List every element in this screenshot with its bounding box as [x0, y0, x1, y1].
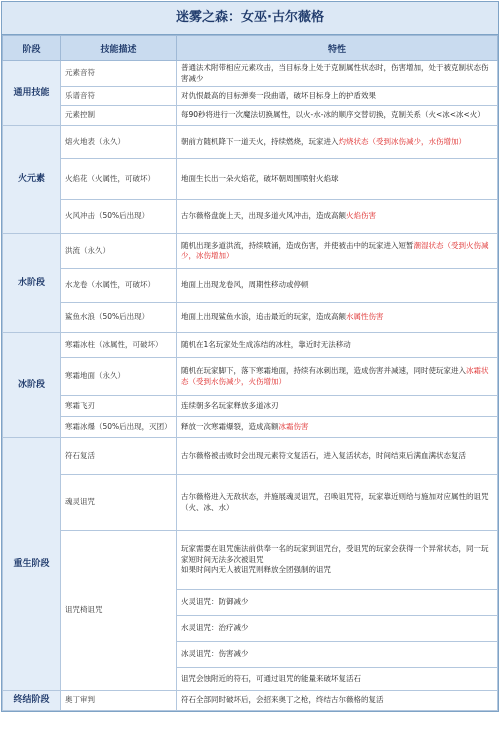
- feature-text: 每90秒将进行一次魔法切换属性，以火-水-冰的顺序交替切换，克制关系（火<冰<冰<火）: [181, 110, 485, 120]
- table-row: [3, 333, 498, 358]
- skill-cell: 元素控制: [61, 106, 177, 126]
- table-row: [3, 475, 498, 531]
- skill-cell: 寒霜冰爆（50%后出现，灭团）: [61, 417, 177, 438]
- feature-text: 水灵诅咒：治疗减少: [181, 623, 249, 633]
- feature-text: 古尔薇格进入无敌状态，并施展魂灵诅咒，召唤诅咒符，玩家靠近则给与施加对应属性的诅咒（火、冰、水）: [181, 492, 489, 512]
- header-row: [3, 36, 498, 61]
- feature-text: 古尔薇格被击败时会出现元素符文复活石，进入复活状态，时间结束后满血满状态复活: [181, 450, 466, 460]
- feature-cell: [177, 475, 498, 531]
- feature-cell: [177, 303, 498, 333]
- table-row: [3, 396, 498, 417]
- stage-cell: 重生阶段: [3, 438, 61, 691]
- table-row: [3, 358, 498, 396]
- table-row: [3, 531, 498, 590]
- feature-cell: [177, 126, 498, 159]
- table-row: [3, 159, 498, 200]
- table-row: [3, 106, 498, 126]
- header-skill: 技能描述: [61, 36, 177, 61]
- stage-cell: 冰阶段: [3, 333, 61, 438]
- table-row: [3, 200, 498, 234]
- stage-cell: 水阶段: [3, 234, 61, 333]
- highlight-text: 灼烧状态（受到冰伤减少，水伤增加）: [338, 136, 466, 146]
- feature-text: 随机在玩家脚下，落下寒霜地面，持续有冰刺出现，造成伤害并减速，同时使玩家进入: [181, 366, 466, 375]
- feature-text: 冰灵诅咒：伤害减少: [181, 649, 249, 659]
- skill-cell: 符石复活: [61, 438, 177, 475]
- feature-text: 古尔薇格盘旋上天，出现多道火风冲击，造成高额: [181, 211, 346, 221]
- feature-cell: [177, 438, 498, 475]
- feature-text: 普通法术附带相应元素攻击，当目标身上处于克制属性状态时，伤害增加，处于被克制状态伤害减少: [181, 63, 489, 83]
- feature-cell: [177, 106, 498, 126]
- header-stage: 阶段: [3, 36, 61, 61]
- skill-cell: 乐谱音符: [61, 87, 177, 106]
- skill-cell: 元素音符: [61, 61, 177, 87]
- feature-text: 随机在1名玩家处生成冻结的冰柱，靠近时无法移动: [181, 339, 351, 349]
- feature-cell: [177, 616, 498, 642]
- feature-cell: [177, 417, 498, 438]
- table-row: [3, 61, 498, 87]
- feature-text: 对仇恨最高的目标弹奏一段曲谱，破坏目标身上的护盾效果: [181, 90, 376, 100]
- feature-text: 火灵诅咒：防御减少: [181, 597, 249, 607]
- feature-text: 随机出现多道洪流，持续喷涌，造成伤害，并使被击中的玩家进入短暂: [181, 240, 414, 250]
- skill-cell: 寒霜地面（永久）: [61, 358, 177, 396]
- feature-cell: [177, 590, 498, 616]
- table-row: [3, 691, 498, 711]
- table-row: [3, 87, 498, 106]
- table-row: [3, 126, 498, 159]
- table-row: [3, 438, 498, 475]
- highlight-text: 冰霜伤害: [278, 421, 309, 431]
- stage-cell: 终结阶段: [3, 691, 61, 711]
- feature-cell: [177, 668, 498, 691]
- feature-text: 释放一次寒霜爆裂，造成高额: [181, 421, 279, 431]
- skill-cell: 诅咒椅诅咒: [61, 531, 177, 691]
- skill-cell: 洪流（永久）: [61, 234, 177, 269]
- skill-cell: 火焰花（火属性，可破坏）: [61, 159, 177, 200]
- feature-text: 地面上出现龙卷风，周期性移动或停顿: [181, 280, 309, 290]
- feature-text: 连续朝多名玩家释放多道冰刃: [181, 400, 279, 410]
- highlight-text: 潮湿状态（受到火伤减少，冰伤增加）: [181, 240, 489, 260]
- highlight-text: 火焰伤害: [346, 211, 376, 221]
- table-row: [3, 417, 498, 438]
- skill-sheet: [1, 1, 499, 712]
- feature-cell: [177, 358, 498, 396]
- feature-cell: [177, 531, 498, 590]
- feature-text: 如果时间内无人被诅咒则释放全团强制的诅咒: [181, 565, 331, 575]
- sheet-title: 迷雾之森：女巫·古尔薇格: [2, 2, 498, 35]
- feature-cell: [177, 61, 498, 87]
- feature-text: 地面生长出一朵火焰花，破坏朝周围喷射火焰球: [181, 173, 339, 183]
- skill-cell: 水龙卷（水属性，可破坏）: [61, 269, 177, 303]
- feature-cell: [177, 234, 498, 269]
- header-feature: 特性: [177, 36, 498, 61]
- feature-cell: [177, 269, 498, 303]
- highlight-text: 水属性伤害: [346, 312, 384, 322]
- feature-text: 地面上出现鲨鱼水浪，追击最近的玩家，造成高额: [181, 312, 346, 322]
- stage-cell: 火元素: [3, 126, 61, 234]
- feature-cell: [177, 642, 498, 668]
- table-row: [3, 303, 498, 333]
- feature-text: 朝前方随机降下一道天火，持续燃烧，玩家进入: [181, 136, 339, 146]
- table-body: [3, 61, 498, 711]
- skill-cell: 魂灵诅咒: [61, 475, 177, 531]
- feature-cell: [177, 333, 498, 358]
- skill-cell: 寒霜飞刃: [61, 396, 177, 417]
- highlight-text: 冰霜状态（受到水伤减少，火伤增加）: [181, 366, 489, 386]
- feature-text: 诅咒会蚀附近的符石，可通过诅咒的能量来破坏复活石: [181, 673, 361, 683]
- feature-cell: [177, 200, 498, 234]
- skill-cell: 奥丁审判: [61, 691, 177, 711]
- table-row: [3, 269, 498, 303]
- feature-cell: [177, 396, 498, 417]
- skill-cell: 鲨鱼水浪（50%后出现）: [61, 303, 177, 333]
- feature-text: 符石全部同时破坏后，会招来奥丁之枪，终结古尔薇格的复活: [181, 695, 384, 705]
- stage-cell: 通用技能: [3, 61, 61, 126]
- feature-cell: [177, 691, 498, 711]
- table-row: [3, 234, 498, 269]
- skill-cell: 熔火地表（永久）: [61, 126, 177, 159]
- feature-cell: [177, 159, 498, 200]
- skill-cell: 火风冲击（50%后出现）: [61, 200, 177, 234]
- skill-table: [2, 35, 498, 711]
- skill-cell: 寒霜冰柱（冰属性，可破坏）: [61, 333, 177, 358]
- feature-text: 玩家需要在诅咒施法前供奉一名的玩家到诅咒台，受诅咒的玩家会获得一个异常状态，同一玩家短时间无法多次被诅咒: [181, 544, 489, 564]
- feature-cell: [177, 87, 498, 106]
